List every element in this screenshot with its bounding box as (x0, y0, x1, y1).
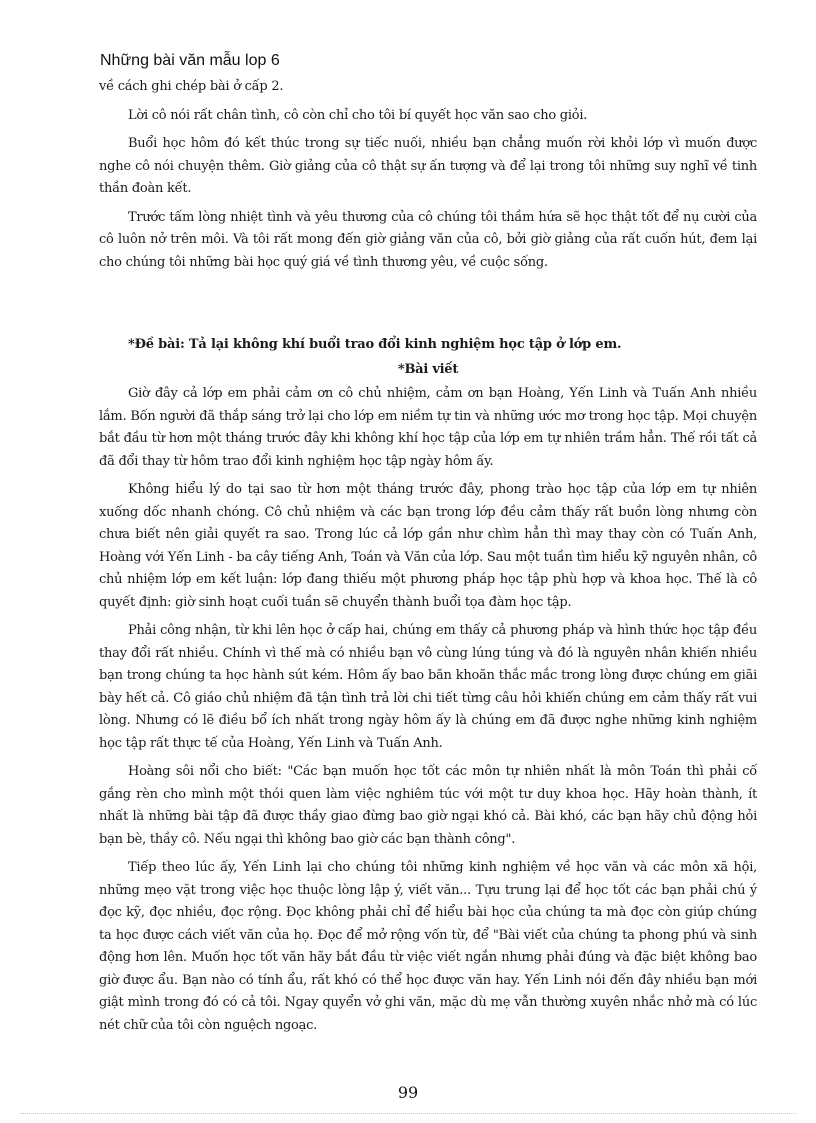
body-paragraph: Lời cô nói rất chân tình, cô còn chỉ cho tôi bí quyết học văn sao cho giỏi. (128, 107, 588, 123)
footer-divider (20, 1113, 796, 1114)
body-paragraph: về cách ghi chép bài ở cấp 2. (99, 79, 284, 94)
essay-paragraph: Không hiểu lý do tại sao từ hơn một tháng trước đây, phong trào học tập của lớp em tự nhiên xuống dốc nhanh chóng. Cô chủ nhiệm và các bạn trong lớp đều cảm thấy rất buồn lòng nhưng còn chưa biết nên giải quyết ra sao. Trong lúc cả lớp gần như chìm hẳn thì may thay còn có Tuấn Anh, Hoàng với Yến Linh - ba cây tiếng Anh, Toán và Văn của lớp. Sau một tuần tìm hiểu kỹ nguyên nhân, cô chủ nhiệm lớp em kết luận: lớp đang thiếu một phương pháp học tập phù hợp và khoa học. Thế là cô quyết định: giờ sinh hoạt cuối tuần sẽ chuyển thành buổi tọa đàm học tập. (99, 482, 757, 610)
page-number: 99 (397, 1083, 419, 1102)
body-paragraph: Trước tấm lòng nhiệt tình và yêu thương của cô chúng tôi thầm hứa sẽ học thật tốt để nụ cười của cô luôn nở trên môi. Và tôi rất mong đến giờ giảng văn của cô, bởi giờ giảng của rất cuốn hút, đem lại cho chúng tôi những bài học quý giá về tình thương yêu, về cuộc sống. (99, 209, 757, 270)
page-body (99, 76, 757, 1043)
essay-paragraph: Hoàng sôi nổi cho biết: "Các bạn muốn học tốt các môn tự nhiên nhất là môn Toán thì phải cố gắng rèn cho mình một thói quen làm việc nghiêm túc với một tư duy khoa học. Hãy hoàn thành, ít nhất là những bài tập đã được thầy giao đừng bao giờ ngại khó cả. Bài khó, các bạn hãy chủ động hỏi bạn bè, thầy cô. Nếu ngại thì không bao giờ các bạn thành công". (99, 764, 757, 847)
essay-prompt: *Đề bài: Tả lại không khí buổi trao đổi kinh nghiệm học tập ở lớp em. (128, 337, 622, 352)
essay-paragraph: Tiếp theo lúc ấy, Yến Linh lại cho chúng tôi những kinh nghiệm về học văn và các môn xã hội, những mẹo vặt trong việc học thuộc lòng lập ý, viết văn... Tựu trung lại để học tốt các bạn phải chú ý đọc kỹ, đọc nhiều, đọc rộng. Đọc không phải chỉ để hiểu bài học của chúng ta mà đọc còn giúp chúng ta học được cách viết văn của họ. Đọc để mở rộng vốn từ, để "Bài viết của chúng ta phong phú và sinh động hơn lên. Muốn học tốt văn hãy bắt đầu từ việc viết ngắn nhưng phải đúng và đặc biệt không bao giờ được ẩu. Bạn nào có tính ẩu, rất khó có thể học được văn hay. Yến Linh nói đến đây nhiều bạn mới giật mình trong đó có cả tôi. Ngay quyển vở ghi văn, mặc dù mẹ vẫn thường xuyên nhắc nhở mà có lúc nét chữ của tôi còn nguệch ngoạc. (99, 860, 757, 1033)
body-paragraph: Buổi học hôm đó kết thúc trong sự tiếc nuối, nhiều bạn chẳng muốn rời khỏi lớp vì muốn được nghe cô nói chuyện thêm. Giờ giảng của cô thật sự ấn tượng và để lại trong tôi những suy nghĩ về tinh thần đoàn kết. (99, 136, 757, 196)
essay-paragraph: Phải công nhận, từ khi lên học ở cấp hai, chúng em thấy cả phương pháp và hình thức học tập đều thay đổi rất nhiều. Chính vì thế mà có nhiều bạn vô cùng lúng túng và đó là nguyên nhân khiến nhiều bạn trong chúng ta học hành sút kém. Hôm ấy bao băn khoăn thắc mắc trong lòng được chúng em giãi bày hết cả. Cô giáo chủ nhiệm đã tận tình trả lời chi tiết từng câu hỏi khiến chúng em cảm thấy rất vui lòng. Nhưng có lẽ điều bổ ích nhất trong ngày hôm ấy là chúng em đã được nghe những kinh nghiệm học tập rất thực tế của Hoàng, Yến Linh và Tuấn Anh. (99, 623, 757, 751)
essay-subtitle: *Bài viết (397, 361, 459, 377)
essay-paragraph: Giờ đây cả lớp em phải cảm ơn cô chủ nhiệm, cảm ơn bạn Hoàng, Yến Linh và Tuấn Anh nhiều lắm. Bốn người đã thắp sáng trở lại cho lớp em niềm tự tin và những ước mơ trong học tập. Mọi chuyện bắt đầu từ hơn một tháng trước đây khi không khí học tập của lớp em tự nhiên trầm hẳn. Thế rồi tất cả đã đổi thay từ hôm trao đổi kinh nghiệm học tập ngày hôm ấy. (99, 386, 757, 469)
running-header: Những bài văn mẫu lop 6 (100, 52, 280, 69)
